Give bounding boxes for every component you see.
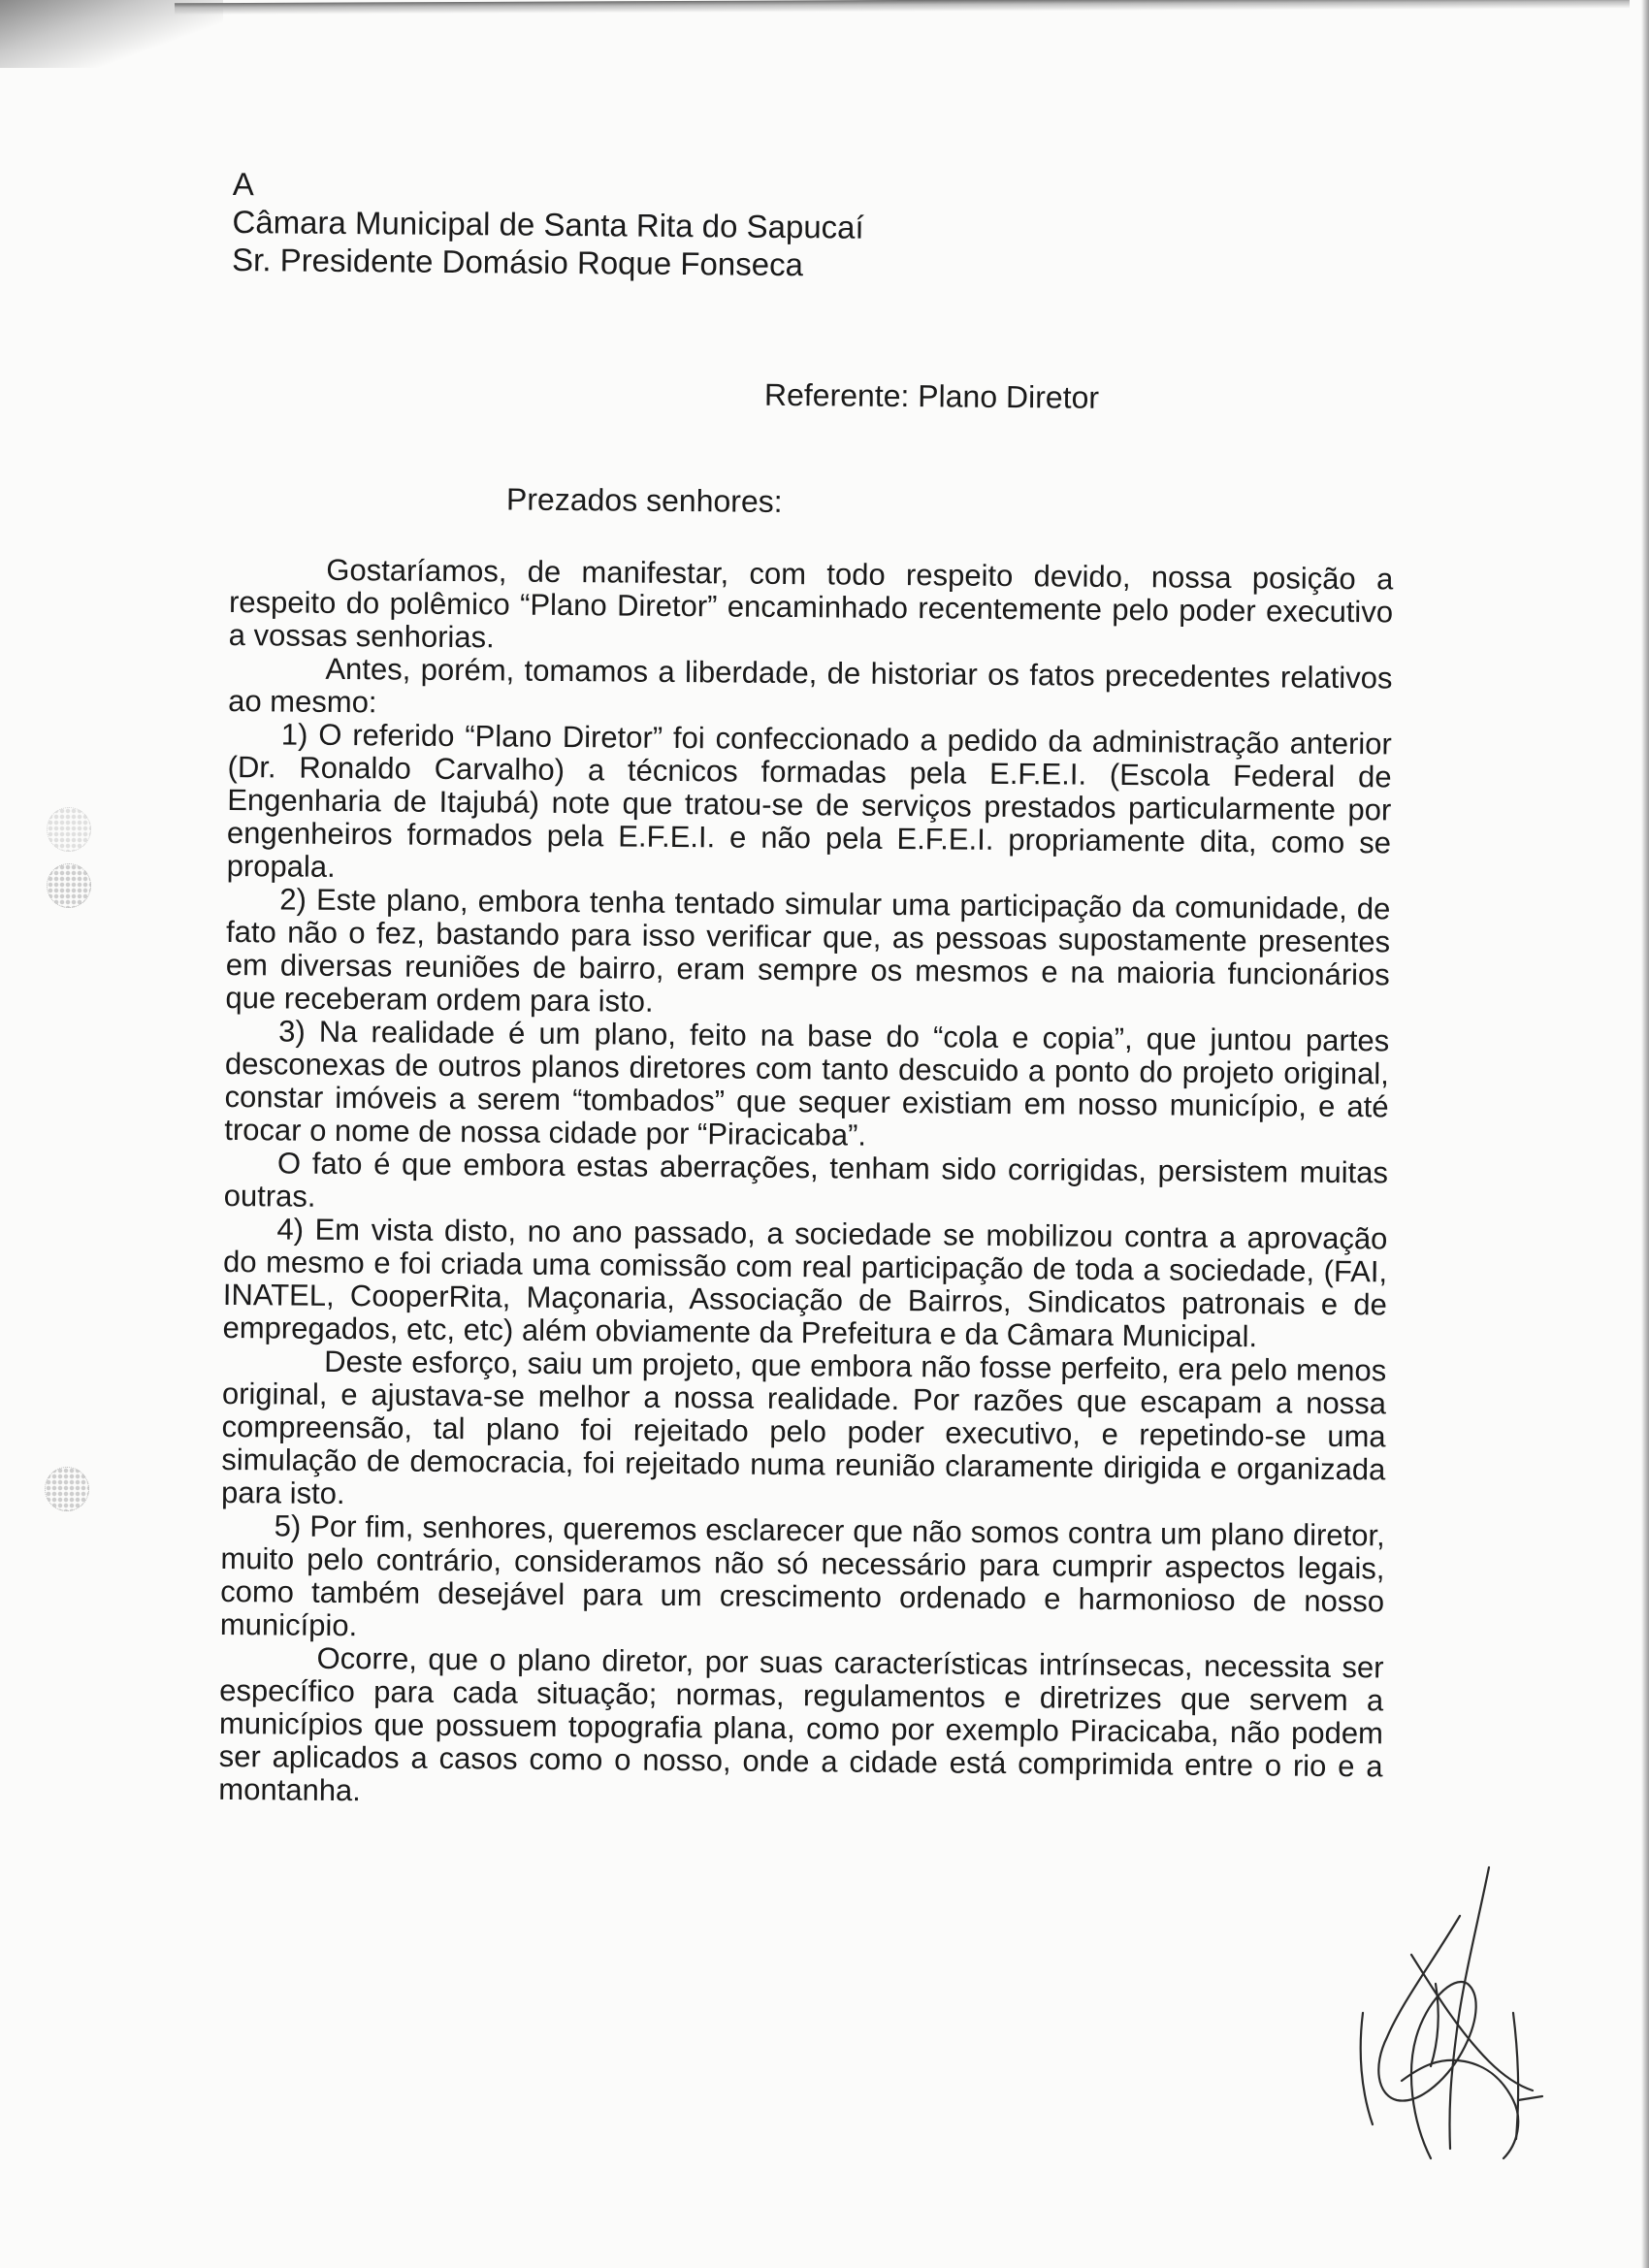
paragraph: 3) Na realidade é um plano, feito na base do “cola e copia”, que juntou partes desconexas de outros planos diretores com tanto descuido a ponto do projeto original, constar imóveis a serem “tombados” que sequer existiam em nosso município, e até trocar o nome de nossa cidade por “Piracicaba”. (224, 1014, 1390, 1152)
page-right-edge (1641, 0, 1649, 2268)
recipient-block (232, 165, 1397, 288)
paragraph: 2) Este plano, embora tenha tentado simular uma participação da comunidade, de fato não o fez, bastando para isso verificar que, as pessoas supostamente presentes em diversas reuniões de bairro, eram sempre os mesmos e na maioria funcionários que receberam ordem para isto. (225, 882, 1391, 1019)
punch-hole-mark (47, 807, 91, 852)
recipient-line: Sr. Presidente Domásio Roque Fonseca (231, 241, 804, 283)
paragraph: Antes, porém, tomamos a liberdade, de historiar os fatos precedentes relativos ao mesmo: (228, 651, 1393, 720)
punch-hole-mark (45, 1467, 89, 1511)
punch-hole-mark (47, 863, 91, 908)
paragraph: 4) Em vista disto, no ano passado, a sociedade se mobilizou contra a aprovação do mesmo e foi criada uma comissão com real participação de toda a sociedade, (FAI, INATEL, CooperRita, Maçonaria, Associação de Bairros, Sindicatos patronais e de empregados, etc, etc) além obviamente da Prefeitura e da Câmara Municipal. (222, 1212, 1388, 1354)
paragraph: Deste esforço, saiu um projeto, que embora não fosse perfeito, era pelo menos original, e ajustava-se melhor a nossa realidade. Por razões que escapam a nossa compreensão, tal plano foi rejeitado pelo poder executivo, e repetindo-se uma simulação de democracia, foi rejeitado numa reunião claramente dirigida e organizada para isto. (220, 1344, 1387, 1511)
recipient-line: A (232, 165, 255, 203)
paragraph: Gostaríamos, de manifestar, com todo respeito devido, nossa posição a respeito do polêmico “Plano Diretor” encaminhado recentemente pelo poder executivo a vossas senhorias. (228, 552, 1394, 655)
letter-body (218, 165, 1397, 1808)
paragraph: Ocorre, que o plano diretor, por suas características intrínsecas, necessita ser específico para cada situação; normas, regulamentos e diretrizes que servem a municípios que possuem topografia plana, como por exemplo Piracicaba, não podem ser aplicados a casos como o nosso, onde a cidade está comprimida entre o rio e a montanha. (218, 1640, 1384, 1808)
page-top-edge (175, 0, 1630, 15)
paragraph: 1) O referido “Plano Diretor” foi confeccionado a pedido da administração anterior (Dr. Ronaldo Carvalho) a técnicos formadas pela E.F.E.I. (Escola Federal de Engenharia de Itajubá) note que tratou-se de serviços prestados particularmente por engenheiros formados pela E.F.E.I. e não pela E.F.E.I. propriamente dita, como se propala. (226, 717, 1392, 884)
subject-line: Referente: Plano Diretor (763, 376, 1100, 415)
letter-paragraphs (218, 553, 1393, 1816)
greeting: Prezados senhores: (505, 481, 783, 519)
paragraph: O fato é que embora estas aberrações, tenham sido corrigidas, persistem muitas outras. (223, 1146, 1389, 1214)
recipient-line: Câmara Municipal de Santa Rita do Sapucaí (232, 203, 864, 245)
paragraph: 5) Por fim, senhores, queremos esclarecer que não somos contra um plano diretor, muito pelo contrário, consideramos não só necessário para cumprir aspectos legais, como também desejável para um crescimento ordenado e harmonioso de nosso município. (219, 1508, 1385, 1643)
handwritten-signature (1343, 1858, 1547, 2178)
